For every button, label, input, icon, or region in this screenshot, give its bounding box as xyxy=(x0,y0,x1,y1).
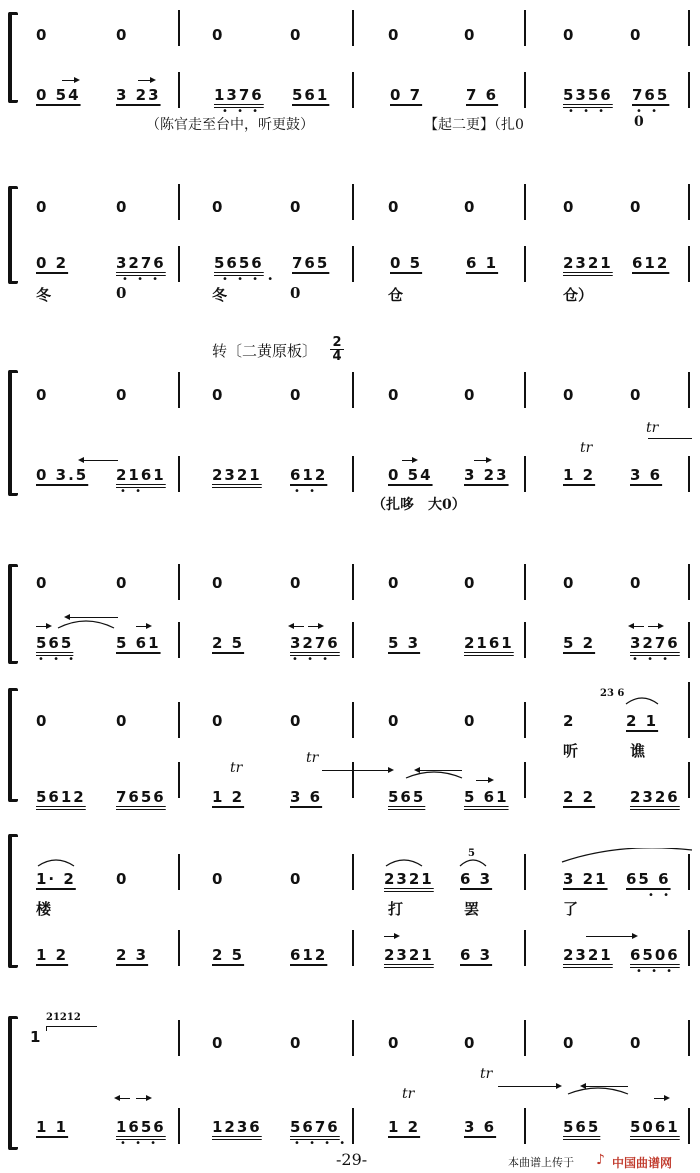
slide-arrow xyxy=(654,1098,668,1099)
barline xyxy=(352,72,354,108)
note-top: 0 xyxy=(630,26,643,44)
note-top: 0 xyxy=(36,712,49,730)
note-bottom: 6506 xyxy=(630,946,680,964)
note-bottom: 1 2 xyxy=(563,466,596,484)
note-top: 0 xyxy=(630,574,643,592)
lyric: 仓 xyxy=(388,286,404,304)
lyric: 冬 xyxy=(212,286,228,304)
barline xyxy=(688,72,690,108)
stage-direction: （陈官走至台中，听更鼓） xyxy=(146,117,314,133)
note-top: 0 xyxy=(212,198,225,216)
lyric: 了 xyxy=(563,900,579,918)
barline xyxy=(688,622,690,658)
slide-arrow xyxy=(322,770,392,771)
site-logo: 中国曲谱网 xyxy=(612,1156,673,1170)
percussion-cue: 【起二更】（扎0 xyxy=(424,117,524,133)
note-bottom: 5061 xyxy=(630,1118,680,1136)
note-top: 0 xyxy=(563,26,576,44)
note-top: 0 xyxy=(116,712,129,730)
note-top: 0 xyxy=(464,386,477,404)
note-bottom: 1 1 xyxy=(36,1118,69,1136)
note-bottom: 612 xyxy=(290,466,328,484)
note-top: 65 6 xyxy=(626,870,671,888)
slur xyxy=(56,616,116,630)
barline xyxy=(524,72,526,108)
slur xyxy=(384,856,424,868)
slide-arrow xyxy=(36,626,50,627)
time-sig-bottom: 4 xyxy=(330,349,344,363)
note-bottom: 2 3 xyxy=(116,946,149,964)
note-top: 2321 xyxy=(384,870,434,888)
barline xyxy=(178,622,180,658)
note-bottom: 2 5 xyxy=(212,634,245,652)
note-bottom: 3 23 xyxy=(464,466,509,484)
octave-dots: • • • • xyxy=(222,274,277,285)
note-top: 0 xyxy=(290,712,303,730)
note-top: 2 1 xyxy=(626,712,659,730)
barline xyxy=(178,702,180,738)
note-bottom: 2321 xyxy=(384,946,434,964)
system-brace xyxy=(8,186,18,284)
barline xyxy=(178,246,180,282)
barline xyxy=(352,702,354,738)
slide-arrow xyxy=(138,80,154,81)
barline xyxy=(524,10,526,46)
note-top: 0 xyxy=(464,574,477,592)
note-bottom: 2321 xyxy=(563,254,613,272)
logo-icon: ♪ xyxy=(596,1152,605,1168)
system-brace xyxy=(8,12,18,103)
time-signature xyxy=(330,336,344,363)
system-brace xyxy=(8,564,18,664)
note-top: 0 xyxy=(290,870,303,888)
note-top: 0 xyxy=(563,574,576,592)
barline xyxy=(178,854,180,890)
barline xyxy=(688,1108,690,1144)
note-bottom: 3 6 xyxy=(630,466,663,484)
note-bottom: 5656 xyxy=(214,254,264,272)
slide-arrow xyxy=(62,80,78,81)
score-system-3 xyxy=(0,336,700,526)
slur xyxy=(624,694,660,706)
score-system-1 xyxy=(0,10,700,133)
note-top: 0 xyxy=(290,26,303,44)
system-brace xyxy=(8,370,18,496)
note-top: 0 xyxy=(36,386,49,404)
score-system-2 xyxy=(0,180,700,304)
slide-arrow xyxy=(586,936,636,937)
note-bottom: 3 6 xyxy=(464,1118,497,1136)
barline xyxy=(688,246,690,282)
octave-dots: • • • xyxy=(122,274,162,285)
barline xyxy=(178,456,180,492)
note-bottom: 3 6 xyxy=(290,788,323,806)
note-bottom: 565 xyxy=(388,788,426,806)
trill-line xyxy=(648,438,692,439)
slur xyxy=(404,768,464,780)
note-top: 0 xyxy=(290,574,303,592)
barline xyxy=(524,456,526,492)
trill-mark: tr xyxy=(646,420,659,436)
note-bottom: 2161 xyxy=(116,466,166,484)
note-bottom: 5 61 xyxy=(116,634,161,652)
trill-mark: tr xyxy=(402,1086,415,1102)
slide-arrow xyxy=(648,626,662,627)
grace-notes: 21212 xyxy=(46,1012,81,1023)
octave-dots: • • • • xyxy=(294,1138,349,1149)
octave-dots: • • xyxy=(294,486,318,497)
note-top: 0 xyxy=(630,198,643,216)
note-top: 0 xyxy=(464,26,477,44)
barline xyxy=(688,1020,690,1056)
note-bottom: 7656 xyxy=(116,788,166,806)
slur xyxy=(36,856,76,868)
note-bottom: 5676 xyxy=(290,1118,340,1136)
note-bottom: 7 6 xyxy=(466,86,499,104)
note-top: 0 xyxy=(630,1034,643,1052)
note-top: 0 xyxy=(388,26,401,44)
note-bottom: 765 xyxy=(292,254,330,272)
note-bottom: 2 2 xyxy=(563,788,596,806)
note-bottom: 0 5 xyxy=(390,254,423,272)
note-bottom: 5 61 xyxy=(464,788,509,806)
barline xyxy=(524,246,526,282)
barline xyxy=(178,564,180,600)
score-system-4 xyxy=(0,560,700,670)
system-brace xyxy=(8,1016,18,1150)
slur xyxy=(566,1084,630,1096)
barline xyxy=(688,372,690,408)
barline xyxy=(524,1108,526,1144)
barline xyxy=(688,456,690,492)
octave-dots: • • xyxy=(636,106,660,117)
barline xyxy=(352,854,354,890)
note-bottom: 0 7 xyxy=(390,86,423,104)
lyric: 打 xyxy=(388,900,404,918)
note-top: 6 3 xyxy=(460,870,493,888)
note-bottom: 3276 xyxy=(290,634,340,652)
note-top: 0 xyxy=(212,574,225,592)
score-system-7 xyxy=(0,1008,700,1158)
note-top: 0 xyxy=(388,198,401,216)
barline xyxy=(352,184,354,220)
note-top: 0 xyxy=(388,1034,401,1052)
note-bottom: 3 23 xyxy=(116,86,161,104)
barline xyxy=(178,1020,180,1056)
barline xyxy=(524,622,526,658)
note-bottom: 0 54 xyxy=(36,86,81,104)
barline xyxy=(352,1108,354,1144)
note-bottom: 5 3 xyxy=(388,634,421,652)
note-top: 0 xyxy=(36,26,49,44)
upload-credit: 本曲谱上传于 xyxy=(508,1156,574,1169)
octave-dots: • • xyxy=(120,486,144,497)
trill-mark: tr xyxy=(230,760,243,776)
note-bottom: 5612 xyxy=(36,788,86,806)
note-bottom: 3276 xyxy=(630,634,680,652)
barline xyxy=(352,564,354,600)
barline xyxy=(688,184,690,220)
slide-arrow xyxy=(116,1098,130,1099)
note-top: 0 xyxy=(116,386,129,404)
trill-mark: tr xyxy=(306,750,319,766)
barline xyxy=(352,246,354,282)
barline xyxy=(352,456,354,492)
lyric: 仓） xyxy=(563,286,594,304)
note-top: 0 xyxy=(212,386,225,404)
barline xyxy=(178,930,180,966)
note-bottom: 765 xyxy=(632,86,670,104)
note-bottom: 2321 xyxy=(212,466,262,484)
note-top: 0 xyxy=(464,1034,477,1052)
note-bottom: 5356 xyxy=(563,86,613,104)
barline xyxy=(524,762,526,798)
octave-dots: • • • xyxy=(38,654,78,665)
percussion-cue: （扎哆 大0） xyxy=(372,497,466,513)
note-top: 1· 2 xyxy=(36,870,76,888)
note-top: 1 xyxy=(30,1028,43,1046)
lyric: 冬 xyxy=(36,286,52,304)
lyric: 0 xyxy=(290,284,301,302)
note-bottom: 1236 xyxy=(212,1118,262,1136)
system-brace xyxy=(8,834,18,968)
note-top: 0 xyxy=(290,1034,303,1052)
barline xyxy=(178,72,180,108)
slide-arrow xyxy=(136,626,150,627)
slur xyxy=(560,848,694,864)
barline xyxy=(688,930,690,966)
barline xyxy=(178,184,180,220)
grace-notes: 23 6 xyxy=(600,688,625,699)
note-bottom: 6 3 xyxy=(460,946,493,964)
octave-dots: • • • xyxy=(568,106,608,117)
slide-arrow xyxy=(308,626,322,627)
time-sig-top: 2 xyxy=(332,335,342,350)
barline xyxy=(524,372,526,408)
note-bottom: 1376 xyxy=(214,86,264,104)
barline xyxy=(178,372,180,408)
barline xyxy=(352,930,354,966)
note-bottom: 2326 xyxy=(630,788,680,806)
trill-mark: tr xyxy=(480,1066,493,1082)
note-bottom: 0 2 xyxy=(36,254,69,272)
lyric: 0 xyxy=(116,284,127,302)
barline xyxy=(352,372,354,408)
slide-arrow xyxy=(136,1098,150,1099)
barline xyxy=(524,1020,526,1056)
barline xyxy=(352,10,354,46)
barline xyxy=(352,622,354,658)
lyric: 罢 xyxy=(464,900,480,918)
barline xyxy=(524,564,526,600)
note-top: 0 xyxy=(116,198,129,216)
slide-arrow xyxy=(630,626,644,627)
note-top: 0 xyxy=(630,386,643,404)
grace-notes: 5 xyxy=(468,848,475,859)
note-top: 0 xyxy=(116,26,129,44)
note-top: 0 xyxy=(36,198,49,216)
slide-arrow xyxy=(290,626,304,627)
lyric: 听 xyxy=(563,742,579,760)
barline xyxy=(524,930,526,966)
slide-arrow xyxy=(498,1086,560,1087)
note-bottom: 0 3.5 xyxy=(36,466,89,484)
octave-dots: • • xyxy=(648,890,672,901)
barline xyxy=(352,762,354,798)
note-bottom: 2321 xyxy=(563,946,613,964)
note-top: 0 xyxy=(212,1034,225,1052)
note-top: 0 xyxy=(388,712,401,730)
note-top: 0 xyxy=(212,870,225,888)
slide-arrow xyxy=(80,460,118,461)
barline xyxy=(688,10,690,46)
note-top: 0 xyxy=(388,574,401,592)
score-system-6 xyxy=(0,820,700,980)
note-bottom: 1 2 xyxy=(388,1118,421,1136)
note-top: 0 xyxy=(290,386,303,404)
note-top: 0 xyxy=(563,1034,576,1052)
note-bottom: 3276 xyxy=(116,254,166,272)
barline xyxy=(178,10,180,46)
barline xyxy=(352,1020,354,1056)
octave-dots: • • • xyxy=(120,1138,160,1149)
note-bottom: 0 54 xyxy=(388,466,433,484)
grace-beam xyxy=(46,1026,97,1031)
score-system-5 xyxy=(0,678,700,808)
slide-arrow xyxy=(384,936,398,937)
note-top: 0 xyxy=(563,386,576,404)
note-top: 0 xyxy=(563,198,576,216)
slide-arrow xyxy=(476,780,492,781)
note-bottom: 6 1 xyxy=(466,254,499,272)
octave-dots: • • • xyxy=(636,966,676,977)
note-bottom: 1656 xyxy=(116,1118,166,1136)
note-bottom: 561 xyxy=(292,86,330,104)
note-bottom: 5 2 xyxy=(563,634,596,652)
note-bottom: 2161 xyxy=(464,634,514,652)
barline xyxy=(688,762,690,798)
note-bottom: 612 xyxy=(290,946,328,964)
system-brace xyxy=(8,688,18,802)
note-top: 0 xyxy=(290,198,303,216)
note-bottom: 612 xyxy=(632,254,670,272)
barline xyxy=(524,184,526,220)
note-top: 0 xyxy=(464,712,477,730)
slide-arrow xyxy=(402,460,416,461)
note-top: 0 xyxy=(116,870,129,888)
note-bottom: 2 5 xyxy=(212,946,245,964)
percussion-cue: 0 xyxy=(634,114,644,130)
barline xyxy=(524,702,526,738)
lyric: 楼 xyxy=(36,900,52,918)
note-bottom: 1 2 xyxy=(36,946,69,964)
barline xyxy=(178,1108,180,1144)
slide-arrow xyxy=(474,460,490,461)
octave-dots: • • • xyxy=(222,106,262,117)
barline xyxy=(688,682,690,738)
note-bottom: 1 2 xyxy=(212,788,245,806)
note-bottom: 565 xyxy=(36,634,74,652)
tempo-heading: 转〔二黄原板〕 xyxy=(212,342,318,360)
note-top: 0 xyxy=(464,198,477,216)
lyric: 谯 xyxy=(630,742,646,760)
note-top: 0 xyxy=(212,26,225,44)
trill-mark: tr xyxy=(580,440,593,456)
note-top: 3 21 xyxy=(563,870,608,888)
octave-dots: • • • xyxy=(632,654,672,665)
note-top: 0 xyxy=(212,712,225,730)
note-top: 0 xyxy=(116,574,129,592)
barline xyxy=(688,564,690,600)
barline xyxy=(178,762,180,798)
note-bottom: 565 xyxy=(563,1118,601,1136)
note-top: 0 xyxy=(36,574,49,592)
note-top: 0 xyxy=(388,386,401,404)
octave-dots: • • • xyxy=(292,654,332,665)
barline xyxy=(524,854,526,890)
note-top: 2 xyxy=(563,712,576,730)
page-number: -29- xyxy=(336,1150,368,1169)
